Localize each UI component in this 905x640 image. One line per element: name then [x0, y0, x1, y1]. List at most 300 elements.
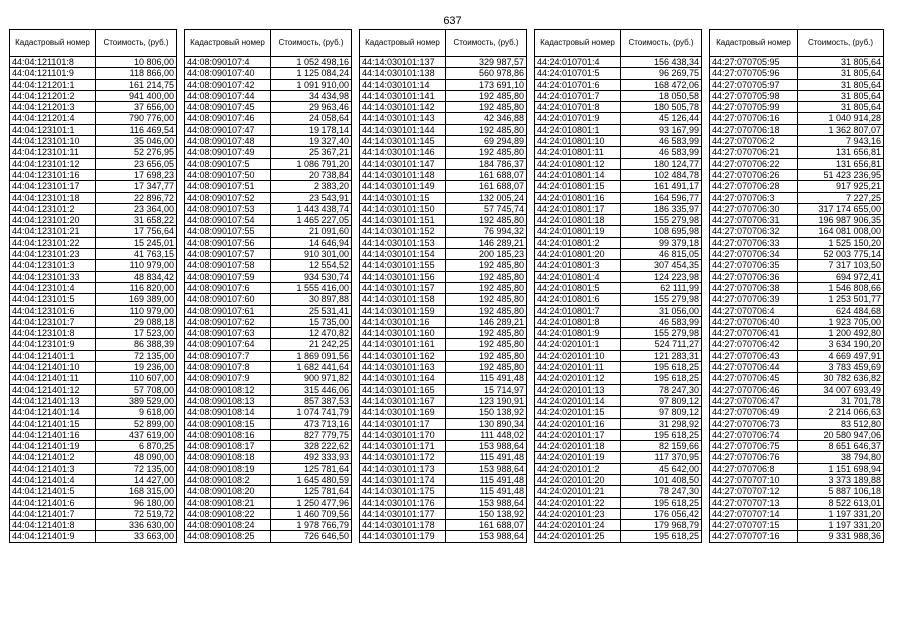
table-row [185, 136, 352, 147]
cadastral-number-cell: 44:14:030101:17 [360, 418, 446, 429]
table-row [360, 79, 527, 90]
cadastral-number-cell: 44:27:070705:99 [710, 102, 798, 113]
cadastral-number-cell: 44:27:070707:15 [710, 520, 798, 531]
table-row [535, 79, 702, 90]
table-row [185, 169, 352, 180]
table-row [360, 136, 527, 147]
cost-cell: 110 979,00 [96, 260, 177, 271]
table-row [360, 452, 527, 463]
table-row [185, 429, 352, 440]
cost-cell: 31 805,64 [798, 57, 884, 68]
cadastral-number-cell: 44:24:020101:18 [535, 441, 621, 452]
cadastral-number-cell: 44:27:070706:4 [710, 305, 798, 316]
cadastral-number-cell: 44:27:070706:36 [710, 271, 798, 282]
cost-cell: 17 698,23 [96, 169, 177, 180]
cost-cell: 34 434,98 [271, 90, 352, 101]
header-cadastral-number: Кадастровый номер [10, 30, 96, 57]
table-row [10, 136, 177, 147]
table-row [185, 226, 352, 237]
cost-cell: 41 763,15 [96, 249, 177, 260]
table-row [10, 260, 177, 271]
cadastral-number-cell: 44:27:070707:10 [710, 474, 798, 485]
table-row [710, 418, 884, 429]
cadastral-number-cell: 44:14:030101:170 [360, 429, 446, 440]
cadastral-number-cell: 44:04:121401:10 [10, 362, 96, 373]
table-row [360, 474, 527, 485]
cost-cell: 900 971,82 [271, 373, 352, 384]
cadastral-number-cell: 44:14:030101:146 [360, 147, 446, 158]
table-row [535, 294, 702, 305]
cadastral-number-cell: 44:14:030101:158 [360, 294, 446, 305]
cost-cell: 57 708,00 [96, 384, 177, 395]
cadastral-number-cell: 44:27:070706:28 [710, 181, 798, 192]
cost-cell: 21 091,60 [271, 226, 352, 237]
cadastral-number-cell: 44:24:010801:11 [535, 147, 621, 158]
cadastral-number-cell: 44:24:010801:7 [535, 305, 621, 316]
cost-cell: 82 159,66 [621, 441, 702, 452]
cadastral-number-cell: 44:04:123101:16 [10, 169, 96, 180]
cost-cell: 168 472,06 [621, 79, 702, 90]
cost-cell: 1 091 910,00 [271, 79, 352, 90]
cost-cell: 101 408,50 [621, 474, 702, 485]
cadastral-number-cell: 44:04:123101:5 [10, 294, 96, 305]
table-row [535, 339, 702, 350]
cadastral-number-cell: 44:14:030101:154 [360, 249, 446, 260]
table-row [10, 474, 177, 485]
cost-cell: 329 987,57 [446, 57, 527, 68]
cost-cell: 2 383,20 [271, 181, 352, 192]
table-row [710, 158, 884, 169]
cadastral-number-cell: 44:14:030101:153 [360, 237, 446, 248]
cadastral-number-cell: 44:27:070706:16 [710, 113, 798, 124]
cadastral-number-cell: 44:08:090108:16 [185, 429, 271, 440]
cadastral-number-cell: 44:08:090108:2 [185, 474, 271, 485]
cadastral-number-cell: 44:04:123101:21 [10, 226, 96, 237]
cost-cell: 121 283,31 [621, 350, 702, 361]
cadastral-number-cell: 44:04:121201:1 [10, 79, 96, 90]
cadastral-number-cell: 44:24:010801:1 [535, 124, 621, 135]
cadastral-number-cell: 44:24:020101:11 [535, 362, 621, 373]
cadastral-number-cell: 44:08:090107:7 [185, 350, 271, 361]
table-row [535, 328, 702, 339]
cadastral-number-cell: 44:24:010701:8 [535, 102, 621, 113]
cost-cell: 1 086 791,20 [271, 158, 352, 169]
cadastral-number-cell: 44:04:121401:9 [10, 531, 96, 542]
table-row [10, 508, 177, 519]
cadastral-number-cell: 44:04:121401:7 [10, 508, 96, 519]
cadastral-number-cell: 44:04:123101:18 [10, 192, 96, 203]
cost-cell: 117 370,95 [621, 452, 702, 463]
cadastral-number-cell: 44:14:030101:150 [360, 203, 446, 214]
table-row [185, 350, 352, 361]
cost-cell: 161 491,17 [621, 181, 702, 192]
table-row [10, 203, 177, 214]
cadastral-number-cell: 44:27:070706:18 [710, 124, 798, 135]
cadastral-number-cell: 44:08:090108:17 [185, 441, 271, 452]
cost-cell: 125 781,64 [271, 486, 352, 497]
cost-cell: 173 691,10 [446, 79, 527, 90]
table-row [535, 249, 702, 260]
cost-cell: 7 317 103,50 [798, 260, 884, 271]
table-row [710, 169, 884, 180]
cadastral-number-cell: 44:08:090107:50 [185, 169, 271, 180]
cost-cell: 1 465 227,05 [271, 215, 352, 226]
cadastral-number-cell: 44:08:090107:5 [185, 158, 271, 169]
cost-cell: 42 346,88 [446, 113, 527, 124]
table-row [710, 124, 884, 135]
cadastral-number-cell: 44:27:070706:38 [710, 282, 798, 293]
table-row [710, 531, 884, 542]
cost-cell: 2 214 066,63 [798, 407, 884, 418]
table-row [535, 362, 702, 373]
cost-cell: 155 279,98 [621, 215, 702, 226]
table-row [360, 508, 527, 519]
cost-cell: 8 522 613,01 [798, 497, 884, 508]
table-row [710, 441, 884, 452]
table-row [10, 192, 177, 203]
cost-cell: 25 367,21 [271, 147, 352, 158]
table-row [535, 474, 702, 485]
table-row [10, 395, 177, 406]
table-row [360, 57, 527, 68]
cadastral-number-cell: 44:14:030101:174 [360, 474, 446, 485]
cadastral-number-cell: 44:24:010801:17 [535, 203, 621, 214]
table-row [10, 429, 177, 440]
cadastral-number-cell: 44:24:020101:23 [535, 508, 621, 519]
cost-cell: 33 663,00 [96, 531, 177, 542]
table-row [360, 226, 527, 237]
cost-cell: 45 642,00 [621, 463, 702, 474]
cadastral-number-cell: 44:24:020101:19 [535, 452, 621, 463]
cadastral-number-cell: 44:27:070707:13 [710, 497, 798, 508]
cost-cell: 790 776,00 [96, 113, 177, 124]
cadastral-number-cell: 44:08:090108:21 [185, 497, 271, 508]
cadastral-number-cell: 44:24:020101:25 [535, 531, 621, 542]
cadastral-number-cell: 44:08:090107:59 [185, 271, 271, 282]
table-row [710, 79, 884, 90]
cost-cell: 1 525 150,20 [798, 237, 884, 248]
table-row [10, 57, 177, 68]
cost-cell: 195 618,25 [621, 373, 702, 384]
table-row [535, 271, 702, 282]
table-row [710, 407, 884, 418]
cost-cell: 31 056,00 [621, 305, 702, 316]
cost-cell: 93 167,99 [621, 124, 702, 135]
cadastral-number-cell: 44:14:030101:175 [360, 486, 446, 497]
cadastral-number-cell: 44:04:121401:11 [10, 373, 96, 384]
cadastral-number-cell: 44:27:070706:42 [710, 339, 798, 350]
cost-cell: 22 896,72 [96, 192, 177, 203]
cost-cell: 72 135,00 [96, 350, 177, 361]
cost-cell: 116 820,00 [96, 282, 177, 293]
table-row [710, 339, 884, 350]
table-row [185, 249, 352, 260]
table-row [535, 158, 702, 169]
cost-cell: 180 505,78 [621, 102, 702, 113]
cost-cell: 1 645 480,59 [271, 474, 352, 485]
table-row [360, 169, 527, 180]
table-row [360, 418, 527, 429]
table-row [535, 508, 702, 519]
cadastral-number-cell: 44:08:090107:46 [185, 113, 271, 124]
table-row [710, 260, 884, 271]
cost-cell: 29 088,18 [96, 316, 177, 327]
cadastral-number-cell: 44:24:020101:13 [535, 384, 621, 395]
cadastral-number-cell: 44:04:123101:3 [10, 260, 96, 271]
cost-cell: 153 988,64 [446, 497, 527, 508]
cadastral-number-cell: 44:04:123101:23 [10, 249, 96, 260]
cadastral-number-cell: 44:27:070706:74 [710, 429, 798, 440]
header-cadastral-number: Кадастровый номер [360, 30, 446, 57]
cadastral-number-cell: 44:14:030101:159 [360, 305, 446, 316]
cadastral-number-cell: 44:14:030101:145 [360, 136, 446, 147]
cost-cell: 1 978 766,79 [271, 520, 352, 531]
cadastral-number-cell: 44:04:121101:9 [10, 68, 96, 79]
table-row [185, 407, 352, 418]
table-row [185, 474, 352, 485]
cadastral-number-cell: 44:04:121401:15 [10, 418, 96, 429]
table-row [10, 350, 177, 361]
cost-cell: 4 669 497,91 [798, 350, 884, 361]
header-cost: Стоимость, (руб.) [621, 30, 702, 57]
cadastral-number-cell: 44:14:030101:178 [360, 520, 446, 531]
cost-cell: 86 388,39 [96, 339, 177, 350]
cadastral-number-cell: 44:04:123101:1 [10, 124, 96, 135]
table-row [535, 373, 702, 384]
cadastral-number-cell: 44:14:030101:152 [360, 226, 446, 237]
cost-cell: 934 530,74 [271, 271, 352, 282]
cadastral-number-cell: 44:04:123101:10 [10, 136, 96, 147]
cost-cell: 30 897,88 [271, 294, 352, 305]
table-row [10, 181, 177, 192]
cost-cell: 110 979,00 [96, 305, 177, 316]
cost-cell: 31 298,92 [621, 418, 702, 429]
cadastral-number-cell: 44:04:123101:12 [10, 158, 96, 169]
cadastral-number-cell: 44:24:010801:16 [535, 192, 621, 203]
cost-cell: 1 869 091,56 [271, 350, 352, 361]
table-row [10, 147, 177, 158]
table-row [360, 181, 527, 192]
cost-cell: 46 583,99 [621, 136, 702, 147]
cadastral-number-cell: 44:04:121101:8 [10, 57, 96, 68]
cadastral-number-cell: 44:27:070706:49 [710, 407, 798, 418]
table-row [535, 136, 702, 147]
table-row [185, 463, 352, 474]
cost-cell: 115 491,48 [446, 452, 527, 463]
cost-cell: 150 138,92 [446, 508, 527, 519]
cadastral-number-cell: 44:08:090108:24 [185, 520, 271, 531]
cost-cell: 130 890,34 [446, 418, 527, 429]
cost-cell: 14 427,00 [96, 474, 177, 485]
cost-cell: 192 485,80 [446, 328, 527, 339]
cadastral-number-cell: 44:27:070706:46 [710, 384, 798, 395]
cadastral-number-cell: 44:14:030101:169 [360, 407, 446, 418]
cost-cell: 624 484,68 [798, 305, 884, 316]
cadastral-number-cell: 44:24:010701:4 [535, 57, 621, 68]
cost-cell: 48 834,42 [96, 271, 177, 282]
cadastral-number-cell: 44:08:090107:53 [185, 203, 271, 214]
cost-cell: 115 491,48 [446, 474, 527, 485]
cost-cell: 17 756,64 [96, 226, 177, 237]
cost-cell: 1 151 698,94 [798, 463, 884, 474]
cost-cell: 192 485,80 [446, 339, 527, 350]
table-row [185, 102, 352, 113]
cost-cell: 726 646,50 [271, 531, 352, 542]
cadastral-number-cell: 44:24:020101:24 [535, 520, 621, 531]
table-row [710, 508, 884, 519]
cadastral-number-cell: 44:04:123101:6 [10, 305, 96, 316]
cadastral-number-cell: 44:27:070706:35 [710, 260, 798, 271]
cadastral-number-cell: 44:27:070706:33 [710, 237, 798, 248]
cost-table-1 [9, 29, 177, 543]
cadastral-number-cell: 44:27:070707:12 [710, 486, 798, 497]
cadastral-number-cell: 44:08:090107:55 [185, 226, 271, 237]
cost-cell: 124 223,98 [621, 271, 702, 282]
cadastral-number-cell: 44:04:123101:11 [10, 147, 96, 158]
cost-cell: 118 866,00 [96, 68, 177, 79]
cost-cell: 31 658,22 [96, 215, 177, 226]
cost-cell: 857 387,53 [271, 395, 352, 406]
table-row [535, 463, 702, 474]
cost-cell: 72 519,72 [96, 508, 177, 519]
table-row [710, 271, 884, 282]
cadastral-number-cell: 44:27:070706:8 [710, 463, 798, 474]
table-row [360, 486, 527, 497]
table-row [535, 169, 702, 180]
cost-cell: 83 512,80 [798, 418, 884, 429]
cadastral-number-cell: 44:14:030101:138 [360, 68, 446, 79]
cost-cell: 34 007 693,49 [798, 384, 884, 395]
cost-cell: 102 484,78 [621, 169, 702, 180]
table-row [535, 124, 702, 135]
table-row [185, 158, 352, 169]
cost-cell: 10 806,00 [96, 57, 177, 68]
table-row [535, 418, 702, 429]
cost-cell: 99 379,18 [621, 237, 702, 248]
table-row [185, 486, 352, 497]
cadastral-number-cell: 44:08:090107:58 [185, 260, 271, 271]
table-row [360, 203, 527, 214]
cadastral-number-cell: 44:04:121401:13 [10, 395, 96, 406]
cadastral-number-cell: 44:08:090107:40 [185, 68, 271, 79]
cadastral-number-cell: 44:08:090107:42 [185, 79, 271, 90]
cost-cell: 37 656,00 [96, 102, 177, 113]
table-row [535, 102, 702, 113]
cost-cell: 31 701,78 [798, 395, 884, 406]
cadastral-number-cell: 44:24:010801:5 [535, 282, 621, 293]
table-row [535, 57, 702, 68]
table-row [710, 215, 884, 226]
table-row [360, 282, 527, 293]
cadastral-number-cell: 44:27:070706:43 [710, 350, 798, 361]
table-row [185, 79, 352, 90]
cadastral-number-cell: 44:04:121401:12 [10, 384, 96, 395]
cost-cell: 69 294,89 [446, 136, 527, 147]
cost-cell: 52 276,95 [96, 147, 177, 158]
table-row [710, 282, 884, 293]
cost-cell: 108 695,98 [621, 226, 702, 237]
table-row [710, 474, 884, 485]
cadastral-number-cell: 44:04:121401:19 [10, 441, 96, 452]
cadastral-number-cell: 44:04:123101:7 [10, 316, 96, 327]
table-row [360, 237, 527, 248]
cost-cell: 524 711,27 [621, 339, 702, 350]
cadastral-number-cell: 44:14:030101:167 [360, 395, 446, 406]
cadastral-number-cell: 44:08:090108:19 [185, 463, 271, 474]
cadastral-number-cell: 44:04:123101:33 [10, 271, 96, 282]
cost-cell: 131 656,81 [798, 147, 884, 158]
cost-cell: 192 485,80 [446, 215, 527, 226]
table-row [10, 531, 177, 542]
cadastral-number-cell: 44:04:123101:4 [10, 282, 96, 293]
cost-cell: 57 745,74 [446, 203, 527, 214]
table-row [185, 215, 352, 226]
cadastral-number-cell: 44:04:121401:14 [10, 407, 96, 418]
cost-cell: 52 899,00 [96, 418, 177, 429]
table-row [710, 362, 884, 373]
table-row [185, 441, 352, 452]
table-row [10, 316, 177, 327]
cadastral-number-cell: 44:08:090108:25 [185, 531, 271, 542]
cost-cell: 192 485,80 [446, 305, 527, 316]
cost-cell: 1 052 498,16 [271, 57, 352, 68]
cadastral-number-cell: 44:14:030101:156 [360, 271, 446, 282]
table-row [360, 305, 527, 316]
cadastral-number-cell: 44:04:121401:1 [10, 350, 96, 361]
cost-cell: 192 485,80 [446, 350, 527, 361]
table-row [535, 316, 702, 327]
table-row [185, 339, 352, 350]
table-row [185, 294, 352, 305]
cadastral-number-cell: 44:24:020101:14 [535, 395, 621, 406]
cost-cell: 192 485,80 [446, 90, 527, 101]
table-row [535, 260, 702, 271]
cadastral-number-cell: 44:24:010801:18 [535, 215, 621, 226]
cost-cell: 192 485,80 [446, 102, 527, 113]
cadastral-number-cell: 44:27:070706:3 [710, 192, 798, 203]
table-row [535, 68, 702, 79]
cost-cell: 1 125 084,24 [271, 68, 352, 79]
cadastral-number-cell: 44:14:030101:149 [360, 181, 446, 192]
cadastral-number-cell: 44:04:123101:17 [10, 181, 96, 192]
table-row [360, 531, 527, 542]
table-row [535, 407, 702, 418]
cadastral-number-cell: 44:08:090108:20 [185, 486, 271, 497]
table-row [710, 384, 884, 395]
cost-cell: 155 279,98 [621, 328, 702, 339]
cost-cell: 186 335,97 [621, 203, 702, 214]
cost-cell: 146 289,21 [446, 316, 527, 327]
cost-cell: 12 470,82 [271, 328, 352, 339]
table-row [360, 68, 527, 79]
cost-cell: 78 247,30 [621, 384, 702, 395]
table-row [710, 305, 884, 316]
cost-cell: 115 491,48 [446, 486, 527, 497]
table-row [710, 226, 884, 237]
cost-cell: 1 197 331,20 [798, 520, 884, 531]
cadastral-number-cell: 44:24:010701:6 [535, 79, 621, 90]
table-row [360, 316, 527, 327]
cadastral-number-cell: 44:24:020101:22 [535, 497, 621, 508]
cadastral-number-cell: 44:24:010801:6 [535, 294, 621, 305]
cost-cell: 115 491,48 [446, 373, 527, 384]
table-row [185, 373, 352, 384]
table-row [10, 215, 177, 226]
cadastral-number-cell: 44:24:010801:8 [535, 316, 621, 327]
cost-cell: 116 469,54 [96, 124, 177, 135]
table-row [10, 520, 177, 531]
cadastral-number-cell: 44:08:090108:18 [185, 452, 271, 463]
